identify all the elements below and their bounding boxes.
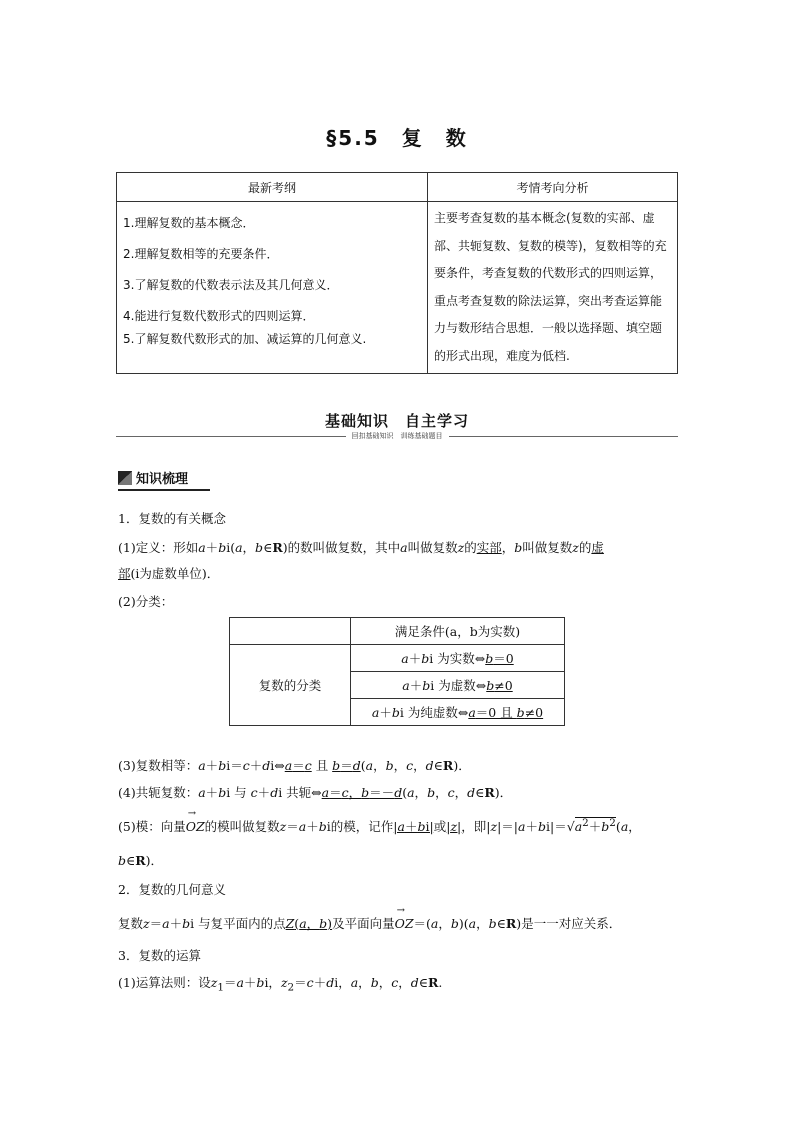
s1-heading: 1．复数的有关概念 — [118, 511, 226, 526]
s3-rule: (1)运算法则：设$z_1=a+bi$，$z_2=c+di$，a，b，c，d∈R. — [118, 975, 443, 994]
classification-empty-cell — [230, 618, 351, 645]
classification-table — [229, 617, 565, 726]
syllabus-analysis: 主要考查复数的基本概念(复数的实部、虚部、共轭复数、复数的模等)，复数相等的充要条件，考查复数的代数形式的四则运算，重点考查复数的除法运算，突出考查运算能力与数形结合思想．一般以选择题、填空题的形式出现，难度为低档. — [428, 202, 678, 374]
s1-classification-label: (2)分类： — [118, 594, 174, 609]
classification-left: 复数的分类 — [230, 645, 351, 726]
syllabus-items — [117, 202, 428, 374]
classification-header: 满足条件(a，b为实数) — [351, 618, 565, 645]
s1-conjugate: (4)共轭复数：a＋bi 与 c＋di 共轭⇔a＝c，b＝－d(a，b，c，d∈R)． — [118, 785, 513, 800]
syllabus-header-left: 最新考纲 — [117, 173, 428, 202]
syllabus-item: 5.了解复数代数形式的加、减运算的几何意义. — [123, 332, 367, 346]
syllabus-header-right: 考情考向分析 — [428, 173, 678, 202]
section-underline — [118, 489, 210, 491]
s2-text: 复数z＝a＋bi 与复平面内的点Z(a，b)及平面向量→ OZ＝(a，b)(a，b∈R)是一一对应关系． — [118, 914, 621, 932]
syllabus-item: 3.了解复数的代数表示法及其几何意义． — [123, 278, 339, 292]
s1-definition-cont: 部(i为虚数单位)． — [118, 566, 220, 581]
section-heading: 知识梳理 — [118, 468, 188, 487]
s1-modulus: (5)模：向量→ OZ的模叫做复数z＝a＋bi的模，记作|a＋bi|或|z|，即$|z|=|a+bi|=√a^2+b^2(a$， — [118, 817, 641, 835]
banner-title: 基础知识 自主学习 — [324, 412, 469, 430]
syllabus-item: 2.理解复数相等的充要条件． — [123, 247, 279, 261]
syllabus-item: 4.能进行复数代数形式的四则运算． — [123, 309, 315, 323]
page-title: §5.5 复 数 — [326, 126, 468, 150]
s1-equality: (3)复数相等：a＋bi＝c＋di⇔a＝c 且 b＝d(a，b，c，d∈R)． — [118, 758, 471, 773]
syllabus-table — [116, 172, 678, 374]
s2-heading: 2．复数的几何意义 — [118, 882, 226, 897]
banner-subtitle: 回扣基础知识 训练基础题目 — [0, 431, 794, 441]
s3-heading: 3．复数的运算 — [118, 948, 201, 963]
classification-row-pure: a＋bi 为纯虚数⇔a＝0 且 b≠0 — [351, 699, 565, 726]
s1-definition: (1)定义：形如a＋bi(a，b∈R)的数叫做复数，其中a叫做复数z的实部，b叫做复数z的虚 — [118, 540, 604, 555]
classification-row-imag: a＋bi 为虚数⇔b≠0 — [351, 672, 565, 699]
classification-row-real: a＋bi 为实数⇔b＝0 — [351, 645, 565, 672]
section-square-icon — [118, 471, 132, 485]
s1-modulus-cont: b∈R)． — [118, 853, 164, 868]
syllabus-item: 1.理解复数的基本概念． — [123, 216, 255, 230]
